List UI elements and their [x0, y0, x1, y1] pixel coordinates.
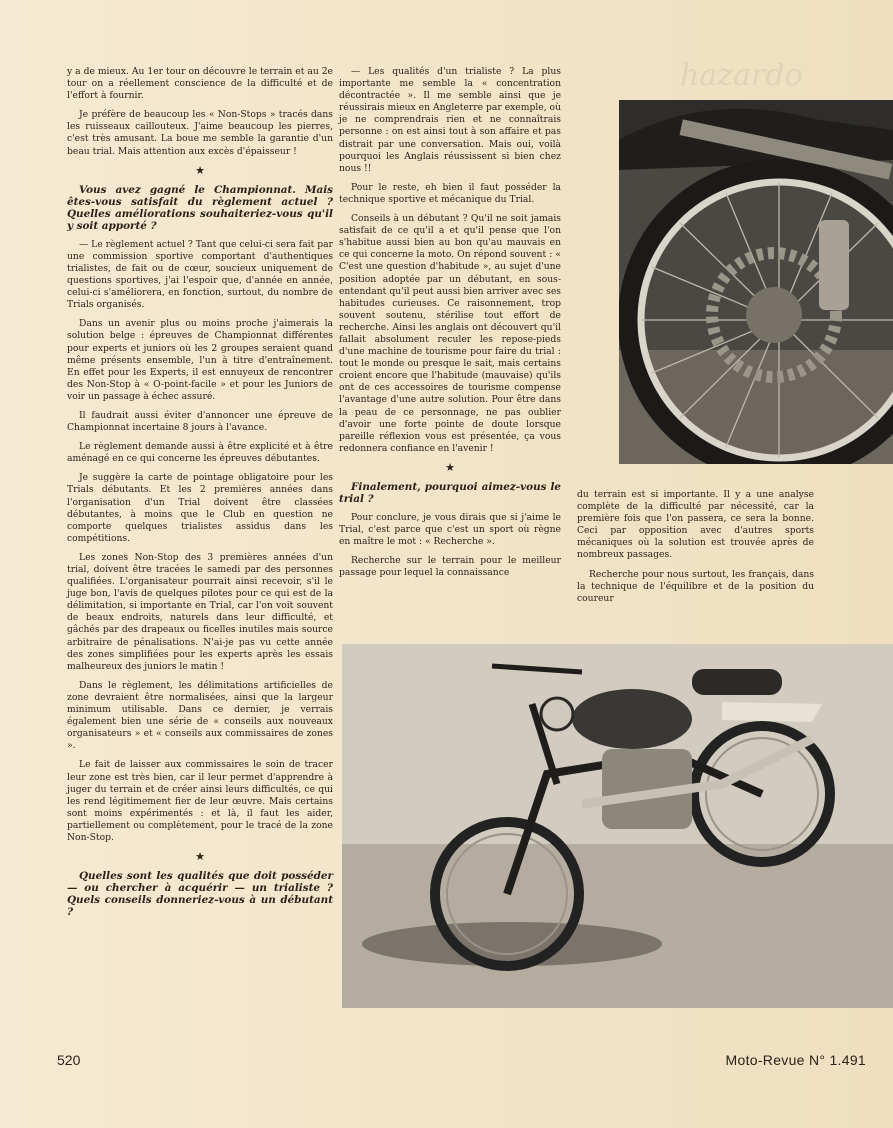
motorcycle-illustration	[342, 644, 893, 1008]
paragraph: Conseils à un débutant ? Qu'il ne soit jamais satisfait de ce qu'il a et qu'il pense que l'on s'habitue aussi bien au bon qu'au mauvais en ce qui concerne la moto. On répond souvent : « C'est une question d'habitude », au sujet d'une position adoptée par un débutant, en sous-entendant qu'il peut aussi bien arriver avec ses habitudes curieuses. Ce raisonnement, trop souvent soutenu, stérilise tout effort de recherche. Ainsi les anglais ont découvert qu'il fallait absolument reculer les repose-pieds d'une machine de tourisme pour faire du trial : tout le monde ou presque le sait, mais certains croient encore que l'habitude (mauvaise) qu'ils ont de ces accessoires de tourisme compense l'avantage d'une autre solution. Pour être dans la peau de ce personnage, ne pas oublier d'avoir une forte pointe de doute lorsque pareille réflexion vous est présentée, ça vous redonnera confiance en l'avenir !	[339, 213, 561, 454]
section-star-icon: ★	[195, 163, 205, 177]
text-column-1	[67, 66, 333, 925]
paragraph: Dans un avenir plus ou moins proche j'aimerais la solution belge : épreuves de Championnat différentes pour experts et juniors où les 2 groupes seraient quand même présents ensemble, l'un à titre d'entraînement. En effet pour les Experts, il est ennuyeux de rencontrer des Non-Stop à « O-point-facile » et pour les Juniors de voir un passage à échec assuré.	[67, 318, 333, 402]
paragraph: Recherche sur le terrain pour le meilleur passage pour lequel la connaissance	[339, 555, 561, 579]
section-star-icon: ★	[445, 460, 455, 474]
paragraph: Dans le règlement, les délimitations artificielles de zone devraient être normalisées, ainsi que la largeur minimum utilisable. Dans ce dernier, je verrais également bien une série de « conseils aux nouveaux organisateurs » et « conseils aux commissaires de zones ».	[67, 679, 333, 752]
text-column-3	[577, 489, 814, 612]
paragraph: Pour conclure, je vous dirais que si j'aime le Trial, c'est parce que c'est un sport où règne en maître le mot : « Recherche ».	[339, 512, 561, 548]
text-column-2	[339, 66, 561, 586]
interview-question: Vous avez gagné le Championnat. Mais êtes-vous satisfait du règlement actuel ? Quelles améliorations souhaiteriez-vous qu'il y soit apporté ?	[67, 183, 333, 232]
paragraph: Recherche pour nous surtout, les français, dans la technique de l'équilibre et de la position du coureur	[577, 568, 814, 604]
section-star-icon: ★	[195, 850, 205, 864]
paragraph: Il faudrait aussi éviter d'annoncer une épreuve de Championnat incertaine 8 jours à l'avance.	[67, 409, 333, 434]
trial-motorcycle-photo	[342, 644, 893, 1008]
paragraph: — Le règlement actuel ? Tant que celui-ci sera fait par une commission sportive comportant d'authentiques trialistes, de fait ou de cœur, soucieux uniquement de questions sportives, j'ai l'espoir que, d'année en année, celui-ci s'améliorera, en fonction, surtout, du nombre de Trials organisés.	[67, 238, 333, 311]
paragraph: Le règlement demande aussi à être explicité et à être aménagé en ce qui concerne les épreuves débutantes.	[67, 441, 333, 465]
paragraph: Je suggère la carte de pointage obligatoire pour les Trials débutants. Et les 2 premières années dans l'organisation d'un Trial doivent être classées débutantes, à moins que le Club en question ne comporte quelques trialistes assidus dans les compétitions.	[67, 472, 333, 544]
paragraph: du terrain est si importante. Il y a une analyse complète de la difficulté par nécessité, car la première fois que l'on passera, ce sera la bonne. Ceci par opposition avec d'autres sports mécaniques où la solution est trouvée après de nombreux passages.	[577, 489, 814, 561]
interview-question: Quelles sont les qualités que doit posséder — ou chercher à acquérir — un trialiste ? Quels conseils donneriez-vous à un débutant ?	[67, 870, 333, 919]
rear-wheel-photo	[619, 100, 893, 464]
paragraph: Le fait de laisser aux commissaires le soin de tracer leur zone est très bien, car il leur permet d'apprendre à juger du terrain et de créer ainsi leurs difficultés, ce qui les rend légitimement fier de leur œuvre. Mais certains sont moins expérimentés : et là, il faut les aider, partiellement ou complètement, pour le tracé de la zone Non-Stop.	[67, 759, 333, 843]
paragraph: Les zones Non-Stop des 3 premières années d'un trial, doivent être tracées le samedi par des personnes qualifiées. L'organisateur pourrait ainsi recevoir, s'il le juge bon, l'avis de quelques pilotes pour ce qui est de la délimitation, si importante en Trial, car l'on voit souvent de beaux endroits, naturels dans leur difficulté, et gâchés par des drapeaux ou ficelles inutiles mais source arbitraire de pénalisations. N'ai-je pas vu cette année des zones simplifiées pour les experts après les essais malheureux des juniors le matin !	[67, 551, 333, 672]
paragraph: Je préfère de beaucoup les « Non-Stops » tracés dans les ruisseaux caillouteux. J'aime beaucoup les pierres, c'est très amusant. La boue me semble la garantie d'un beau trial. Mais attention aux excès d'épaisseur !	[67, 109, 333, 157]
magazine-issue: Moto-Revue N° 1.491	[725, 1052, 866, 1068]
paragraph: — Les qualités d'un trialiste ? La plus importante me semble la « concentration décontractée ». Il me semble ainsi que je réussirais mieux en Angleterre par exemple, où je ne comprendrais rien et ne connaîtrais personne : on est ainsi tout à son affaire et pas distrait par une conversation. Mais oui, voilà pourquoi les Anglais réussissent si bien chez nous !!	[339, 66, 562, 174]
page-number: 520	[57, 1052, 81, 1068]
rear-wheel-illustration	[619, 100, 893, 464]
paragraph: y a de mieux. Au 1er tour on découvre le terrain et au 2e tour on a réellement conscience de la difficulté et de l'effort à fournir.	[67, 66, 333, 102]
paragraph: Pour le reste, eh bien il faut posséder la technique sportive et mécanique du Trial.	[339, 181, 561, 205]
interview-question: Finalement, pourquoi aimez-vous le trial ?	[339, 481, 561, 505]
bleed-through-text: hazardo	[680, 58, 803, 93]
